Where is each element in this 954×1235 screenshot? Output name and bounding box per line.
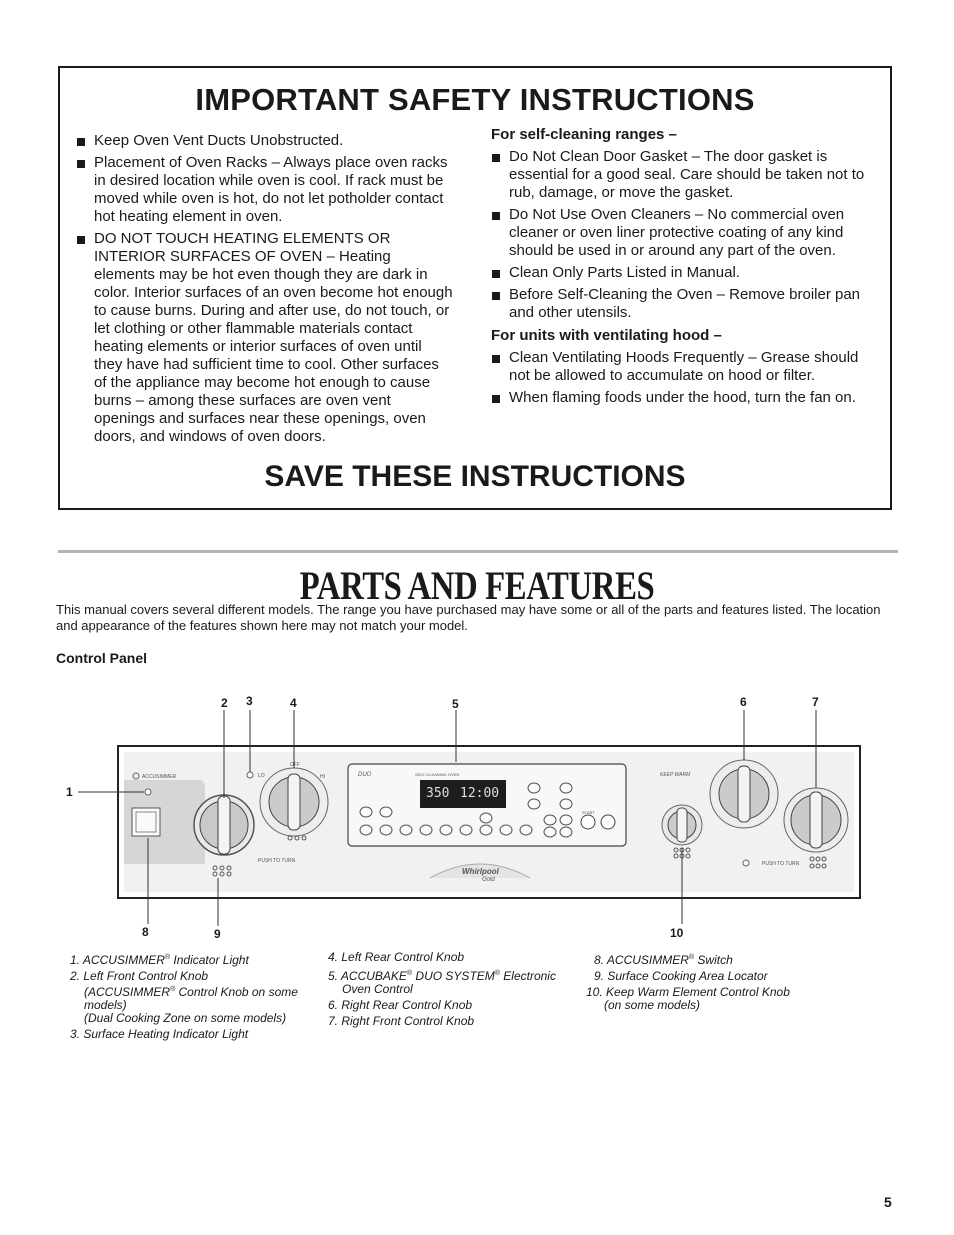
legend-item: 10. Keep Warm Element Control Knob (on some models) — [586, 985, 790, 1012]
start-button[interactable] — [581, 815, 595, 829]
left-front-knob[interactable] — [194, 795, 254, 855]
list-item: Placement of Oven Racks – Always place oven racks in desired location while oven is cool. If rack must be moved while oven is hot, do not let potholder contact hot heating element in oven. — [76, 154, 454, 226]
bullet-square-icon — [77, 138, 85, 146]
bullet-square-icon — [492, 154, 500, 162]
list-item: Clean Ventilating Hoods Frequently – Grease should not be allowed to accumulate on hood or filter. — [491, 349, 881, 385]
knob-lo-label: LO — [258, 773, 265, 779]
bullet-square-icon — [492, 270, 500, 278]
cancel-button[interactable] — [601, 815, 615, 829]
callout-10: 10 — [670, 926, 684, 940]
list-item: When flaming foods under the hood, turn the fan on. — [491, 389, 881, 407]
display-temp: 350 — [426, 786, 450, 801]
knob-off-label: OFF — [290, 762, 300, 768]
list-item: Do Not Use Oven Cleaners – No commercial oven cleaner or oven liner protective coating of any kind should be used in or around any part of the oven. — [491, 206, 881, 260]
callout-1: 1 — [66, 785, 73, 799]
section-divider — [58, 550, 898, 553]
legend-item: 4. Left Rear Control Knob — [328, 950, 465, 964]
list-item: Keep Oven Vent Ducts Unobstructed. — [76, 132, 454, 150]
whirlpool-logo: Whirlpool — [462, 867, 499, 876]
knob-hi-label: HI — [320, 774, 325, 780]
safety-left-column — [76, 132, 454, 450]
list-item: DO NOT TOUCH HEATING ELEMENTS OR INTERIOR SURFACES OF OVEN – Heating elements may be hot even though they are dark in color. Interior surfaces of an oven become hot enough to cause burns. During and after use, do not touch, or let clothing or other flammable materials contact heating elements or interior surfaces of oven until they have had sufficient time to cool. Other surfaces of the appliance may become hot enough to cause burns – among these surfaces are oven vent openings and surfaces near these openings, oven doors, and windows of oven doors. — [76, 230, 454, 446]
control-panel-diagram — [0, 680, 954, 945]
right-rear-knob[interactable] — [710, 760, 778, 828]
callout-4: 4 — [290, 696, 297, 710]
self-clean-label: SELF-CLEANING OVEN — [415, 772, 460, 777]
safety-right-column — [491, 126, 881, 411]
save-instructions-title: SAVE THESE INSTRUCTIONS — [264, 460, 686, 493]
accubake-logo: DUO — [358, 772, 372, 778]
intro-paragraph: This manual covers several different models. The range you have purchased may have some or all of the parts and features listed. The location and appearance of the features shown here may not match your model. — [56, 602, 881, 633]
legend-item: 5. ACCUBAKE® DUO SYSTEM® Electronic Oven Control — [328, 969, 556, 996]
bullet-square-icon — [492, 355, 500, 363]
callout-7: 7 — [812, 695, 819, 709]
list-item: Before Self-Cleaning the Oven – Remove broiler pan and other utensils. — [491, 286, 881, 322]
accusimmer-label: ACCUSIMMER — [142, 774, 177, 780]
accusimmer-indicator-light — [145, 789, 151, 795]
bullet-square-icon — [492, 395, 500, 403]
bullet-square-icon — [77, 236, 85, 244]
self-clean-heading: For self-cleaning ranges – — [491, 126, 677, 143]
list-item: Do Not Clean Door Gasket – The door gasket is essential for a good seal. Care should be taken not to rub, damage, or move the gasket. — [491, 148, 881, 202]
bullet-square-icon — [492, 212, 500, 220]
start-label: START — [582, 810, 595, 815]
bullet-square-icon — [492, 292, 500, 300]
page-title: PARTS AND FEATURES — [299, 563, 655, 608]
push-to-turn-right: PUSH TO TURN — [762, 861, 800, 867]
surface-indicator-right — [743, 860, 749, 866]
gold-logo: Gold — [482, 877, 495, 883]
callout-8: 8 — [142, 925, 149, 939]
legend-item: 1. ACCUSIMMER® Indicator Light — [70, 953, 249, 967]
right-front-knob[interactable] — [784, 788, 848, 852]
legend-item: 3. Surface Heating Indicator Light — [70, 1027, 249, 1041]
callout-6: 6 — [740, 695, 747, 709]
legend-item: 6. Right Rear Control Knob — [328, 998, 473, 1012]
legend-item: 8. ACCUSIMMER® Switch — [594, 953, 733, 967]
callout-2: 2 — [221, 696, 228, 710]
control-panel-heading: Control Panel — [56, 650, 148, 666]
keep-warm-label: KEEP WARM — [660, 772, 691, 778]
display-time: 12:00 — [460, 786, 500, 801]
legend-column-2 — [328, 951, 578, 1031]
callout-9: 9 — [214, 927, 221, 941]
vent-hood-heading: For units with ventilating hood – — [491, 327, 722, 344]
legend-item: 9. Surface Cooking Area Locator — [594, 969, 768, 983]
keep-warm-knob[interactable] — [662, 805, 702, 845]
list-item: Clean Only Parts Listed in Manual. — [491, 264, 881, 282]
callout-3: 3 — [246, 694, 253, 708]
callout-5: 5 — [452, 697, 459, 711]
surface-heating-indicator-light — [247, 772, 253, 778]
push-to-turn-left: PUSH TO TURN — [258, 858, 296, 864]
safety-title: IMPORTANT SAFETY INSTRUCTIONS — [195, 82, 755, 117]
page-number: 5 — [884, 1194, 892, 1210]
left-rear-knob[interactable] — [260, 768, 328, 836]
legend-column-1 — [70, 951, 315, 1044]
safety-instructions-box — [58, 66, 892, 510]
bullet-square-icon — [77, 160, 85, 168]
legend-column-3 — [586, 951, 826, 1015]
legend-item: 2. Left Front Control Knob (ACCUSIMMER® Control Knob on some models) (Dual Cooking Zone on some models) — [70, 969, 298, 1025]
legend-item: 7. Right Front Control Knob — [328, 1014, 475, 1028]
